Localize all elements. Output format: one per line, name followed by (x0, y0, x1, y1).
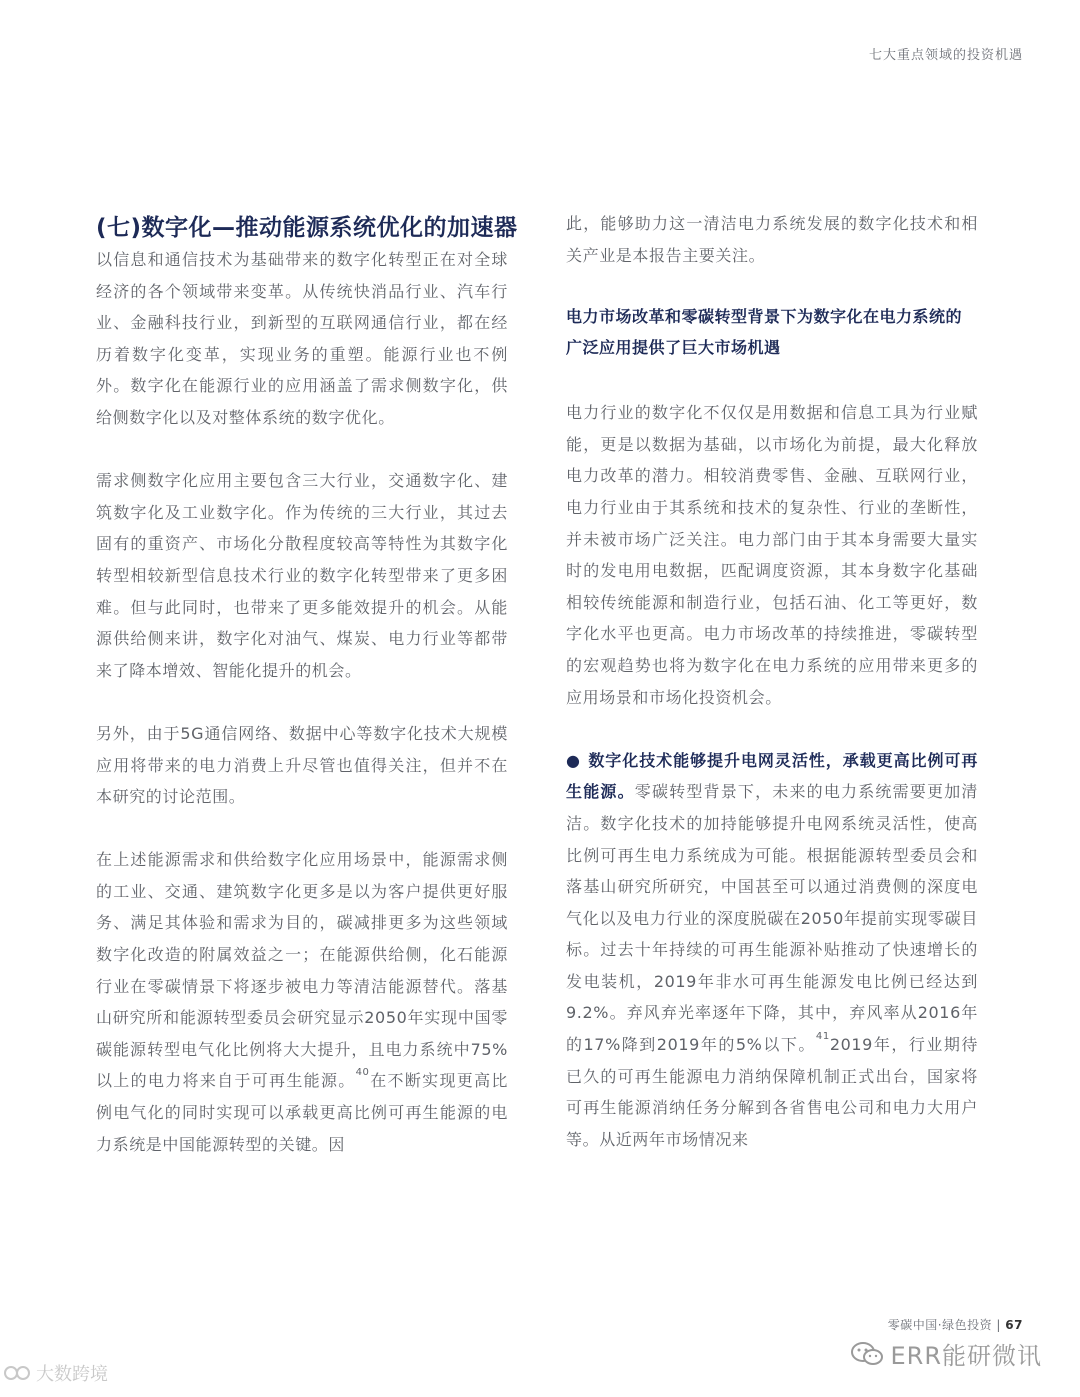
subheading: 电力市场改革和零碳转型背景下为数字化在电力系统的广泛应用提供了巨大市场机遇 (566, 307, 963, 358)
paragraph (96, 844, 508, 1160)
page-number: 67 (1005, 1318, 1023, 1332)
footer-separator: | (996, 1318, 1001, 1332)
footnote-ref[interactable]: 41 (815, 1031, 830, 1043)
paragraph: 需求侧数字化应用主要包含三大行业，交通数字化、建筑数字化及工业数字化。作为传统的三大行业，其过去固有的重资产、市场化分散程度较高等特性为其数字化转型相较新型信息技术行业的数字化转型带来了更多困难。但与此同时，也带来了更多能效提升的机会。从能源供给侧来讲，数字化对油气、煤炭、电力行业等都带来了降本增效、智能化提升的机会。 (96, 471, 508, 680)
paragraph-text: 在上述能源需求和供给数字化应用场景中，能源需求侧的工业、交通、建筑数字化更多是以为客户提供更好服务、满足其体验和需求为目的，碳减排更多为这些领域数字化改造的附属效益之一；在能源供给侧，化石能源行业在零碳情景下将逐步被电力等清洁能源替代。落基山研究所和能源转型委员会研究显示2050年实现中国零碳能源转型电气化比例将大大提升，且电力系统中75%以上的电力将来自于可再生能源。 (96, 850, 508, 1091)
paragraph: 电力行业的数字化不仅仅是用数据和信息工具为行业赋能，更是以数据为基础，以市场化为前提，最大化释放电力改革的潜力。相较消费零售、金融、互联网行业，电力行业由于其系统和技术的复杂性、行业的垄断性，并未被市场广泛关注。电力部门由于其本身需要大量实时的发电用电数据，匹配调度资源，其本身数字化基础相较传统能源和制造行业，包括石油、化工等更好，数字化水平也更高。电力市场改革的持续推进，零碳转型的宏观趋势也将为数字化在电力系统的应用带来更多的应用场景和市场化投资机会。 (566, 403, 978, 707)
watermark-left-text: 大数跨境 (36, 1364, 108, 1385)
bullet-item (566, 745, 978, 1156)
bullet-text: 零碳转型背景下，未来的电力系统需要更加清洁。数字化技术的加持能够提升电网系统灵活性，使高比例可再生电力系统成为可能。根据能源转型委员会和落基山研究所研究，中国甚至可以通过消费侧的深度电气化以及电力行业的深度脱碳在2050年提前实现零碳目标。过去十年持续的可再生能源补贴推动了快速增长的发电装机，2019年非水可再生能源发电比例已经达到9.2%。弃风弃光率逐年下降，其中，弃风率从2016年的17%降到2019年的5%以下。 (566, 782, 978, 1055)
section-heading: (七)数字化—推动能源系统优化的加速器 (96, 215, 518, 241)
footnote-ref[interactable]: 40 (355, 1067, 370, 1079)
bullet-icon: ● (566, 750, 581, 770)
bullet-text: 2019年，行业期待已久的可再生能源电力消纳保障机制正式出台，国家将可再生能源消纳任务分解到各省售电公司和电力大用户等。从近两年市场情况来 (566, 1035, 978, 1149)
page-footer (888, 1316, 1023, 1333)
paragraph: 此，能够助力这一清洁电力系统发展的数字化技术和相关产业是本报告主要关注。 (566, 214, 978, 265)
paragraph-text: 在不断实现更高比例电气化的同时实现可以承载更高比例可再生能源的电力系统是中国能源转型的关键。因 (96, 1071, 508, 1154)
left-column (96, 208, 518, 1160)
bullet-lead: 数字化技术能够提升电网灵活性，承载更高比例可再生能源。 (566, 750, 978, 802)
footer-title: 零碳中国·绿色投资 (887, 1318, 993, 1332)
paragraph: 另外，由于5G通信网络、数据中心等数字化技术大规模应用将带来的电力消费上升尽管也值得关注，但并不在本研究的讨论范围。 (96, 723, 508, 807)
running-header: 七大重点领域的投资机遇 (868, 48, 1023, 63)
watermark-left (4, 1360, 108, 1386)
paragraph: 以信息和通信技术为基础带来的数字化转型正在对全球经济的各个领域带来变革。从传统快消品行业、汽车行业、金融科技行业，到新型的互联网通信行业，都在经历着数字化变革，实现业务的重塑。能源行业也不例外。数字化在能源行业的应用涵盖了需求侧数字化，供给侧数字化以及对整体系统的数字优化。 (96, 250, 508, 427)
wechat-icon (850, 1340, 884, 1368)
brand-icon (4, 1363, 32, 1383)
right-column (566, 208, 978, 1155)
watermark-right-text: ERR能研微讯 (890, 1342, 1042, 1370)
watermark-right (850, 1336, 1042, 1371)
